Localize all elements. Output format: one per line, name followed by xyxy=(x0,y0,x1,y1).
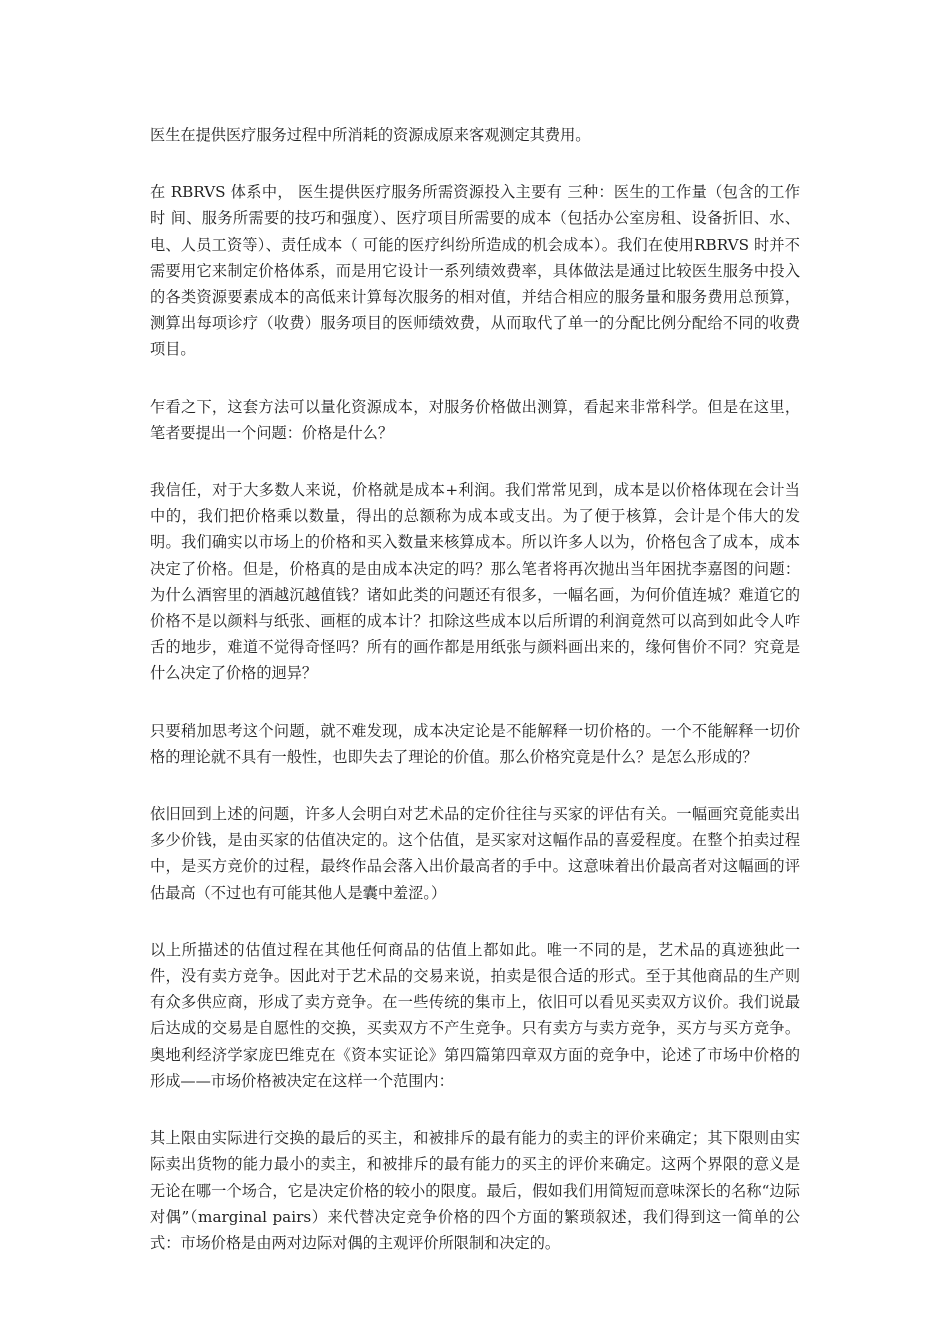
paragraph-6: 依旧回到上述的问题，许多人会明白对艺术品的定价往往与买家的评估有关。一幅画究竟能卖出多少价钱，是由买家的估值决定的。这个估值，是买家对这幅作品的喜爱程度。在整个拍卖过程中，是买方竞价的过程，最终作品会落入出价最高者的手中。这意味着出价最高者对这幅画的评估最高（不过也有可能其他人是囊中羞涩。） xyxy=(150,805,800,902)
paragraph-2: 在 RBRVS 体系中， 医生提供医疗服务所需资源投入主要有 三种：医生的工作量（包含的工作时 间、服务所需要的技巧和强度）、医疗项目所需要的成本（包括办公室房租、设备折旧、水、电、人员工资等）、责任成本（ 可能的医疗纠纷所造成的机会成本）。我们在使用RBRVS 时并不需要用它来制定价格体系，而是用它设计一系列绩效费率，具体做法是通过比较医生服务中投入的各类资源要素成本的高低来计算每次服务的相对值，并结合相应的服务量和服务费用总预算，测算出每项诊疗（收费）服务项目的医师绩效费，从而取代了单一的分配比例分配给不同的收费项目。 xyxy=(150,183,800,359)
document-body xyxy=(150,122,800,1287)
paragraph-5: 只要稍加思考这个问题，就不难发现，成本决定论是不能解释一切价格的。一个不能解释一切价格的理论就不具有一般性，也即失去了理论的价值。那么价格究竟是什么？是怎么形成的？ xyxy=(150,721,800,766)
paragraph-7: 以上所描述的估值过程在其他任何商品的估值上都如此。唯一不同的是，艺术品的真迹独此一件，没有卖方竞争。因此对于艺术品的交易来说，拍卖是很合适的形式。至于其他商品的生产则有众多供应商，形成了卖方竞争。在一些传统的集市上，依旧可以看见买卖双方议价。我们说最后达成的交易是自愿性的交换，买卖双方不产生竞争。只有卖方与卖方竞争，买方与买方竞争。奥地利经济学家庞巴维克在《资本实证论》第四篇第四章双方面的竞争中，论述了市场中价格的形成——市场价格被决定在这样一个范围内： xyxy=(150,940,800,1090)
paragraph-4: 我信任，对于大多数人来说，价格就是成本+利润。我们常常见到，成本是以价格体现在会计当中的，我们把价格乘以数量，得出的总额称为成本或支出。为了便于核算，会计是个伟大的发明。我们确实以市场上的价格和买入数量来核算成本。所以许多人以为，价格包含了成本，成本决定了价格。但是，价格真的是由成本决定的吗？那么笔者将再次抛出当年困扰李嘉图的问题：为什么酒窖里的酒越沉越值钱？诸如此类的问题还有很多，一幅名画，为何价值连城？难道它的价格不是以颜料与纸张、画框的成本计？扣除这些成本以后所谓的利润竟然可以高到如此令人咋舌的地步，难道不觉得奇怪吗？所有的画作都是用纸张与颜料画出来的，缘何售价不同？究竟是什么决定了价格的迥异？ xyxy=(150,481,800,683)
paragraph-3: 乍看之下，这套方法可以量化资源成本，对服务价格做出测算，看起来非常科学。但是在这里，笔者要提出一个问题：价格是什么？ xyxy=(150,397,800,442)
paragraph-8: 其上限由实际进行交换的最后的买主，和被排斥的最有能力的卖主的评价来确定；其下限则由实际卖出货物的能力最小的卖主，和被排斥的最有能力的买主的评价来确定。这两个界限的意义是无论在哪一个场合，它是决定价格的较小的限度。最后，假如我们用简短而意味深长的名称“边际对偶”（marginal pairs）来代替决定竞争价格的四个方面的繁琐叙述，我们得到这一简单的公式：市场价格是由两对边际对偶的主观评价所限制和决定的。 xyxy=(150,1129,800,1252)
paragraph-1: 医生在提供医疗服务过程中所消耗的资源成原来客观测定其费用。 xyxy=(150,126,591,144)
